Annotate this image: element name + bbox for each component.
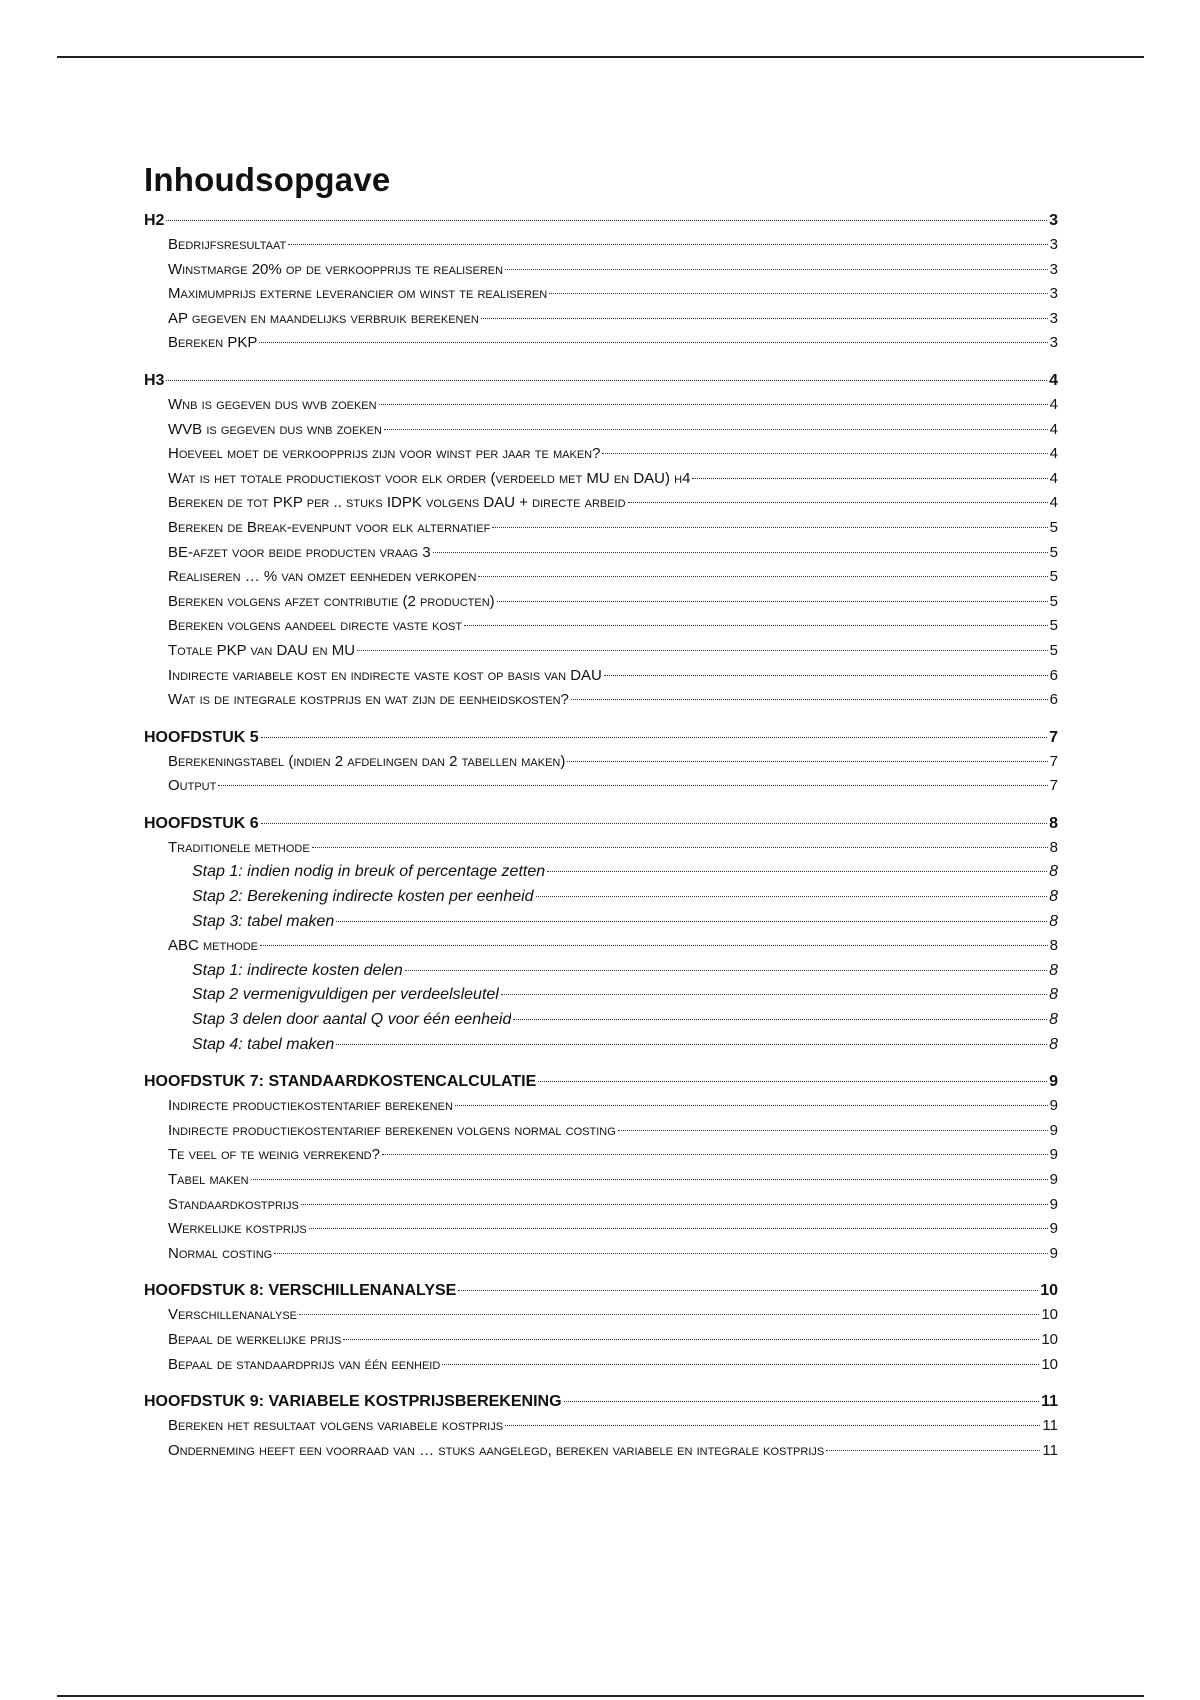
toc-entry-page-number: 11 (1042, 1441, 1058, 1459)
toc-entry-page-number: 9 (1049, 1146, 1058, 1164)
toc-entry-label: Bereken volgens afzet contributie (2 producten) (168, 592, 495, 610)
dot-leader (442, 1364, 1039, 1365)
toc-entry-label: ABC methode (168, 937, 259, 955)
toc-entry-page-number: 6 (1049, 666, 1058, 684)
toc-entry-page-number: 9 (1049, 1121, 1058, 1139)
toc-entry-page-number: 3 (1049, 260, 1058, 278)
table-of-contents (144, 160, 1058, 1463)
toc-entry-label: HOOFDSTUK 7: STANDAARDKOSTENCALCULATIE (144, 1073, 537, 1091)
toc-entry-page-number: 9 (1049, 1220, 1058, 1238)
toc-section-entry[interactable] (144, 467, 1058, 492)
toc-section-entry[interactable] (144, 442, 1058, 467)
toc-section-entry[interactable] (144, 639, 1058, 664)
toc-entry-label: Bereken PKP (168, 334, 258, 352)
toc-entry-page-number: 3 (1049, 334, 1058, 352)
toc-entry-label: Normal costing (168, 1244, 273, 1262)
dot-leader (251, 1179, 1048, 1180)
toc-entry-label: HOOFDSTUK 8: VERSCHILLENANALYSE (144, 1282, 457, 1300)
toc-entry-label: Indirecte productiekostentarief berekenen volgens normal costing (168, 1121, 616, 1139)
toc-entry-label: AP gegeven en maandelijks verbruik berekenen (168, 309, 479, 327)
dot-leader (384, 429, 1048, 430)
dot-leader (481, 318, 1048, 319)
toc-section-entry[interactable] (144, 1193, 1058, 1218)
toc-entry-label: Wnb is gegeven dus wvb zoeken (168, 395, 377, 413)
dot-leader (405, 970, 1047, 971)
toc-entry-label: Te veel of te weinig verrekend? (168, 1146, 380, 1164)
toc-entry-label: HOOFDSTUK 6 (144, 814, 259, 832)
dot-leader (464, 625, 1048, 626)
dot-leader (288, 244, 1047, 245)
toc-entry-label: Bereken volgens aandeel directe vaste kost (168, 617, 463, 635)
dot-leader (458, 1290, 1038, 1291)
toc-section-entry[interactable] (144, 688, 1058, 713)
toc-section-entry[interactable] (144, 565, 1058, 590)
dot-leader (497, 601, 1048, 602)
toc-entry-label: Bereken de Break-evenpunt voor elk alternatief (168, 518, 491, 536)
toc-entry-page-number: 11 (1041, 1393, 1058, 1411)
dot-leader (505, 1425, 1040, 1426)
toc-section-entry[interactable] (144, 1242, 1058, 1267)
toc-entry-label: Werkelijke kostprijs (168, 1220, 307, 1238)
toc-section-entry[interactable] (144, 1094, 1058, 1119)
toc-subsection-entry[interactable] (144, 885, 1058, 910)
toc-entry-page-number: 8 (1049, 863, 1058, 881)
toc-entry-page-number: 8 (1049, 912, 1058, 930)
toc-entry-label: Tabel maken (168, 1171, 249, 1188)
toc-entry-label: Berekeningstabel (indien 2 afdelingen dan 2 tabellen maken) (168, 752, 566, 770)
toc-entry-page-number: 8 (1049, 1011, 1058, 1029)
toc-chapter-entry[interactable] (144, 368, 1058, 393)
toc-section-entry[interactable] (144, 1119, 1058, 1144)
toc-entry-label: WVB is gegeven dus wnb zoeken (168, 420, 382, 438)
toc-entry-label: Bepaal de standaardprijs van één eenheid (168, 1355, 441, 1373)
toc-section-entry[interactable] (144, 934, 1058, 959)
dot-leader (501, 994, 1047, 995)
toc-section-entry[interactable] (144, 1439, 1058, 1464)
toc-section-entry[interactable] (144, 307, 1058, 332)
dot-leader (505, 269, 1048, 270)
toc-entry-page-number: 9 (1049, 1244, 1058, 1262)
toc-entry-label: Wat is de integrale kostprijs en wat zijn de eenheidskosten? (168, 691, 569, 709)
dot-leader (218, 785, 1047, 786)
toc-entry-label: Bedrijfsresultaat (168, 236, 287, 253)
toc-chapter-entry[interactable] (144, 1069, 1058, 1094)
toc-entry-label: Stap 2 vermenigvuldigen per verdeelsleutel (192, 986, 499, 1004)
dot-leader (538, 1081, 1047, 1082)
dot-leader (260, 945, 1048, 946)
toc-entry-page-number: 5 (1049, 543, 1058, 561)
toc-entry-page-number: 5 (1049, 568, 1058, 586)
toc-entry-label: Verschillenanalyse (168, 1306, 298, 1324)
dot-leader (478, 576, 1047, 577)
toc-entry-label: H3 (144, 371, 165, 389)
toc-entry-label: HOOFDSTUK 5 (144, 728, 259, 746)
toc-entry-label: Output (168, 777, 217, 795)
toc-entry-label: Onderneming heeft een voorraad van … stuks aangelegd, bereken variabele en integrale kostprijs (168, 1441, 825, 1459)
dot-leader (547, 871, 1047, 872)
toc-entry-page-number: 3 (1049, 285, 1058, 303)
toc-entry-page-number: 7 (1049, 752, 1058, 770)
toc-section-entry[interactable] (144, 590, 1058, 615)
toc-section-entry[interactable] (144, 282, 1058, 307)
dot-leader (602, 453, 1047, 454)
dot-leader (564, 1401, 1040, 1402)
toc-section-entry[interactable] (144, 614, 1058, 639)
toc-entry-label: Realiseren … % van omzet eenheden verkopen (168, 568, 477, 586)
dot-leader (604, 675, 1048, 676)
toc-entry-page-number: 4 (1049, 494, 1058, 512)
toc-subsection-entry[interactable] (144, 983, 1058, 1008)
toc-entry-label: Bepaal de werkelijke prijs (168, 1330, 342, 1348)
toc-entry-page-number: 4 (1049, 371, 1058, 389)
toc-subsection-entry[interactable] (144, 910, 1058, 935)
toc-entry-page-number: 5 (1049, 518, 1058, 536)
toc-entry-page-number: 3 (1049, 309, 1058, 327)
dot-leader (692, 478, 1047, 479)
dot-leader (336, 1044, 1047, 1045)
dot-leader (618, 1130, 1048, 1131)
dot-leader (455, 1105, 1048, 1106)
toc-entry-page-number: 3 (1049, 212, 1058, 229)
toc-section-entry[interactable] (144, 1168, 1058, 1193)
dot-leader (261, 823, 1047, 824)
toc-entry-page-number: 7 (1049, 777, 1058, 795)
toc-section-entry[interactable] (144, 750, 1058, 775)
dot-leader (166, 380, 1047, 381)
header-rule (57, 56, 1144, 58)
toc-entry-page-number: 7 (1049, 728, 1058, 746)
toc-entry-page-number: 8 (1049, 838, 1058, 856)
toc-chapter-entry[interactable] (144, 1389, 1058, 1414)
dot-leader (433, 552, 1048, 553)
toc-entry-page-number: 10 (1041, 1330, 1058, 1348)
toc-entry-page-number: 11 (1042, 1417, 1058, 1435)
toc-section-entry[interactable] (144, 331, 1058, 356)
toc-entry-label: HOOFDSTUK 9: VARIABELE KOSTPRIJSBEREKENING (144, 1393, 562, 1411)
toc-entry-label: BE-afzet voor beide producten vraag 3 (168, 543, 431, 561)
toc-entry-label: Stap 3 delen door aantal Q voor één eenheid (192, 1011, 512, 1029)
toc-subsection-entry[interactable] (144, 959, 1058, 984)
toc-chapter-entry[interactable] (144, 811, 1058, 836)
toc-entry-label: Bereken het resultaat volgens variabele kostprijs (168, 1417, 504, 1435)
toc-entry-page-number: 5 (1049, 641, 1058, 659)
dot-leader (259, 342, 1047, 343)
toc-section-entry[interactable] (144, 258, 1058, 283)
toc-entry-label: Winstmarge 20% op de verkoopprijs te realiseren (168, 260, 504, 278)
toc-section-entry[interactable] (144, 418, 1058, 443)
toc-entry-page-number: 8 (1049, 814, 1058, 832)
dot-leader (336, 921, 1047, 922)
dot-leader (301, 1204, 1048, 1205)
footer-rule (57, 1695, 1144, 1697)
toc-chapter-entry[interactable] (144, 725, 1058, 750)
toc-entry-page-number: 3 (1049, 236, 1058, 253)
toc-section-entry[interactable] (144, 1303, 1058, 1328)
dot-leader (357, 650, 1048, 651)
dot-leader (567, 761, 1047, 762)
dot-leader (379, 404, 1048, 405)
dot-leader (513, 1019, 1047, 1020)
toc-section-entry[interactable] (144, 1414, 1058, 1439)
toc-entry-label: Stap 3: tabel maken (192, 912, 335, 930)
toc-entry-page-number: 9 (1049, 1073, 1058, 1091)
toc-entry-page-number: 9 (1049, 1171, 1058, 1188)
dot-leader (274, 1253, 1047, 1254)
toc-section-entry[interactable] (144, 1353, 1058, 1378)
toc-section-entry[interactable] (144, 233, 1058, 258)
toc-section-entry[interactable] (144, 1328, 1058, 1353)
toc-entry-page-number: 8 (1049, 937, 1058, 955)
toc-entry-page-number: 8 (1049, 961, 1058, 979)
toc-entry-page-number: 10 (1041, 1306, 1058, 1324)
toc-section-entry[interactable] (144, 393, 1058, 418)
toc-entry-page-number: 10 (1040, 1282, 1058, 1300)
dot-leader (299, 1314, 1039, 1315)
toc-entry-label: Stap 2: Berekening indirecte kosten per eenheid (192, 888, 534, 906)
dot-leader (309, 1228, 1048, 1229)
toc-section-entry[interactable] (144, 1143, 1058, 1168)
toc-subsection-entry[interactable] (144, 860, 1058, 885)
toc-chapter-entry[interactable] (144, 208, 1058, 233)
toc-section-entry[interactable] (144, 516, 1058, 541)
toc-chapter-entry[interactable] (144, 1278, 1058, 1303)
toc-section-entry[interactable] (144, 774, 1058, 799)
dot-leader (382, 1154, 1048, 1155)
dot-leader (492, 527, 1047, 528)
toc-entry-page-number: 4 (1049, 445, 1058, 463)
toc-title: Inhoudsopgave (144, 161, 391, 198)
toc-entry-page-number: 8 (1049, 986, 1058, 1004)
toc-entry-page-number: 5 (1049, 592, 1058, 610)
dot-leader (536, 896, 1048, 897)
toc-entry-label: Hoeveel moet de verkoopprijs zijn voor winst per jaar te maken? (168, 445, 601, 463)
dot-leader (826, 1450, 1040, 1451)
toc-list (144, 208, 1058, 1463)
toc-section-entry[interactable] (144, 664, 1058, 689)
dot-leader (549, 293, 1047, 294)
toc-entry-label: Traditionele methode (168, 838, 310, 856)
toc-entry-page-number: 4 (1049, 469, 1058, 487)
toc-section-entry[interactable] (144, 491, 1058, 516)
dot-leader (571, 699, 1048, 700)
toc-subsection-entry[interactable] (144, 1008, 1058, 1033)
toc-entry-page-number: 9 (1049, 1097, 1058, 1115)
toc-section-entry[interactable] (144, 541, 1058, 566)
toc-entry-label: Indirecte variabele kost en indirecte vaste kost op basis van DAU (168, 666, 602, 684)
toc-section-entry[interactable] (144, 1217, 1058, 1242)
toc-entry-label: H2 (144, 212, 165, 229)
toc-entry-label: Wat is het totale productiekost voor elk order (verdeeld met MU en DAU) h4 (168, 469, 691, 487)
toc-entry-page-number: 5 (1049, 617, 1058, 635)
dot-leader (261, 737, 1047, 738)
toc-entry-label: Indirecte productiekostentarief berekenen (168, 1097, 453, 1115)
dot-leader (166, 220, 1047, 221)
dot-leader (343, 1339, 1039, 1340)
toc-entry-page-number: 8 (1049, 1035, 1058, 1053)
toc-entry-page-number: 9 (1049, 1195, 1058, 1213)
toc-entry-label: Stap 1: indien nodig in breuk of percentage zetten (192, 863, 546, 881)
toc-entry-page-number: 10 (1041, 1355, 1058, 1373)
toc-entry-label: Standaardkostprijs (168, 1195, 299, 1213)
toc-subsection-entry[interactable] (144, 1033, 1058, 1058)
toc-entry-label: Totale PKP van DAU en MU (168, 641, 356, 659)
toc-entry-page-number: 4 (1049, 420, 1058, 438)
toc-entry-label: Bereken de tot PKP per .. stuks IDPK volgens DAU + directe arbeid (168, 494, 626, 512)
toc-entry-page-number: 6 (1049, 691, 1058, 709)
toc-section-entry[interactable] (144, 836, 1058, 861)
dot-leader (628, 502, 1048, 503)
toc-entry-page-number: 4 (1049, 395, 1058, 413)
toc-entry-label: Maximumprijs externe leverancier om winst te realiseren (168, 285, 548, 303)
toc-entry-label: Stap 4: tabel maken (192, 1035, 335, 1053)
dot-leader (312, 847, 1048, 848)
toc-entry-page-number: 8 (1049, 888, 1058, 906)
toc-entry-label: Stap 1: indirecte kosten delen (192, 961, 403, 979)
